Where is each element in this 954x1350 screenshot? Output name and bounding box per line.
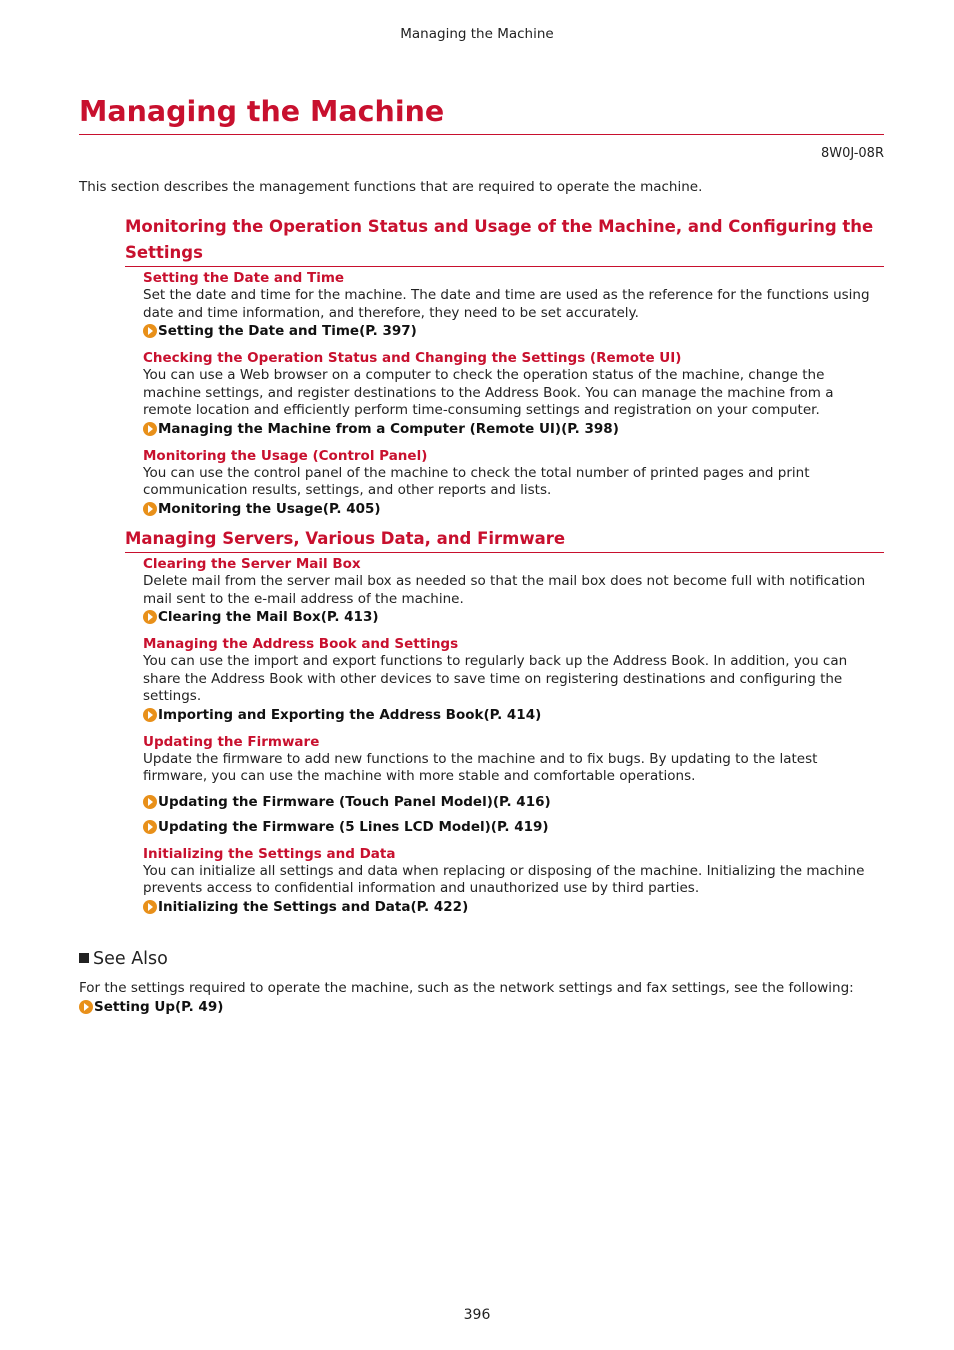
running-header: Managing the Machine — [400, 26, 554, 42]
item-title: Monitoring the Usage (Control Panel) — [143, 447, 428, 464]
item-body: Delete mail from the server mail box as needed so that the mail box does not become full with notification mail sent to the e-mail address of the machine. — [143, 573, 866, 607]
circle-arrow-icon — [143, 795, 157, 809]
item-title: Setting the Date and Time — [143, 270, 345, 286]
circle-arrow-icon — [79, 1000, 93, 1014]
link-text[interactable]: Monitoring the Usage(P. 405) — [158, 500, 381, 517]
link-clearing-mail-box[interactable] — [143, 608, 884, 626]
square-bullet-icon — [79, 953, 89, 963]
link-remote-ui[interactable] — [143, 420, 884, 438]
section-servers-data-firmware — [125, 526, 884, 916]
link-initializing[interactable] — [143, 898, 884, 916]
item-title: Updating the Firmware — [143, 733, 320, 750]
page-number: 396 — [463, 1307, 491, 1323]
see-also-text: For the settings required to operate the machine, such as the network settings and fax settings, see the following: — [79, 980, 854, 996]
section-heading — [125, 526, 884, 553]
item-server-mail-box — [143, 555, 884, 626]
item-initializing — [143, 845, 884, 916]
item-title: Checking the Operation Status and Changing the Settings (Remote UI) — [143, 350, 682, 366]
item-monitoring-usage — [143, 447, 884, 518]
link-text[interactable]: Updating the Firmware (5 Lines LCD Model)(P. 419) — [158, 818, 549, 835]
see-also-heading-text: See Also — [93, 949, 168, 969]
item-body: You can use the import and export functions to regularly back up the Address Book. In addition, you can share the Address Book with other devices to save time on registering destinations and configuring the settings. — [143, 653, 848, 704]
page-title: Managing the Machine — [79, 92, 884, 135]
section-heading-line: Monitoring the Operation Status and Usage of the Machine, and Configuring the — [125, 217, 874, 236]
document-id: 8W0J-08R — [820, 146, 884, 161]
link-text[interactable]: Updating the Firmware (Touch Panel Model)(P. 416) — [158, 793, 551, 810]
circle-arrow-icon — [143, 820, 157, 834]
item-body: You can use a Web browser on a computer to check the operation status of the machine, change the machine settings, and register destinations to the Address Book. You can manage the machine from a remote location and efficiently perform time-consuming settings and registration on your computer. — [143, 367, 834, 418]
link-setting-date-time[interactable] — [143, 322, 884, 340]
item-body: You can use the control panel of the machine to check the total number of printed pages and print communication results, settings, and other reports and lists. — [143, 464, 810, 498]
see-also-heading — [79, 949, 168, 969]
item-body: You can initialize all settings and data when replacing or disposing of the machine. Initializing the machine prevents access to confidential information and unauthorized use by third parties. — [143, 862, 865, 896]
item-title: Managing the Address Book and Settings — [143, 636, 459, 652]
link-monitoring-usage[interactable] — [143, 500, 884, 518]
circle-arrow-icon — [143, 324, 157, 338]
circle-arrow-icon — [143, 708, 157, 722]
section-monitoring — [125, 214, 884, 518]
link-text[interactable]: Setting the Date and Time(P. 397) — [158, 323, 417, 339]
link-setting-up[interactable] — [79, 998, 879, 1016]
circle-arrow-icon — [143, 502, 157, 516]
link-text[interactable]: Managing the Machine from a Computer (Remote UI)(P. 398) — [158, 420, 619, 437]
item-title: Clearing the Server Mail Box — [143, 556, 361, 572]
item-firmware — [143, 733, 884, 836]
circle-arrow-icon — [143, 422, 157, 436]
link-text[interactable]: Initializing the Settings and Data(P. 422) — [158, 898, 469, 915]
link-firmware-touch-panel[interactable] — [143, 793, 884, 811]
link-text[interactable]: Setting Up(P. 49) — [94, 998, 224, 1015]
intro-paragraph: This section describes the management functions that are required to operate the machine. — [79, 179, 703, 195]
section-heading — [125, 214, 884, 267]
item-title: Initializing the Settings and Data — [143, 845, 396, 862]
section-heading-line: Managing Servers, Various Data, and Firmware — [125, 529, 566, 548]
circle-arrow-icon — [143, 610, 157, 624]
section-heading-line: Settings — [125, 243, 203, 262]
link-text[interactable]: Clearing the Mail Box(P. 413) — [158, 609, 379, 625]
link-text[interactable]: Importing and Exporting the Address Book(P. 414) — [158, 706, 542, 723]
item-body: Set the date and time for the machine. The date and time are used as the reference for the functions using date and time information, and therefore, they need to be set accurately. — [143, 287, 870, 321]
item-date-time — [143, 269, 884, 340]
item-address-book — [143, 635, 884, 724]
item-body: Update the firmware to add new functions to the machine and to fix bugs. By updating to the latest firmware, you can use the machine with more stable and comfortable operations. — [143, 750, 818, 784]
see-also-body — [79, 980, 879, 1016]
item-remote-ui — [143, 349, 884, 438]
link-address-book[interactable] — [143, 706, 884, 724]
circle-arrow-icon — [143, 900, 157, 914]
link-firmware-lcd[interactable] — [143, 818, 884, 836]
